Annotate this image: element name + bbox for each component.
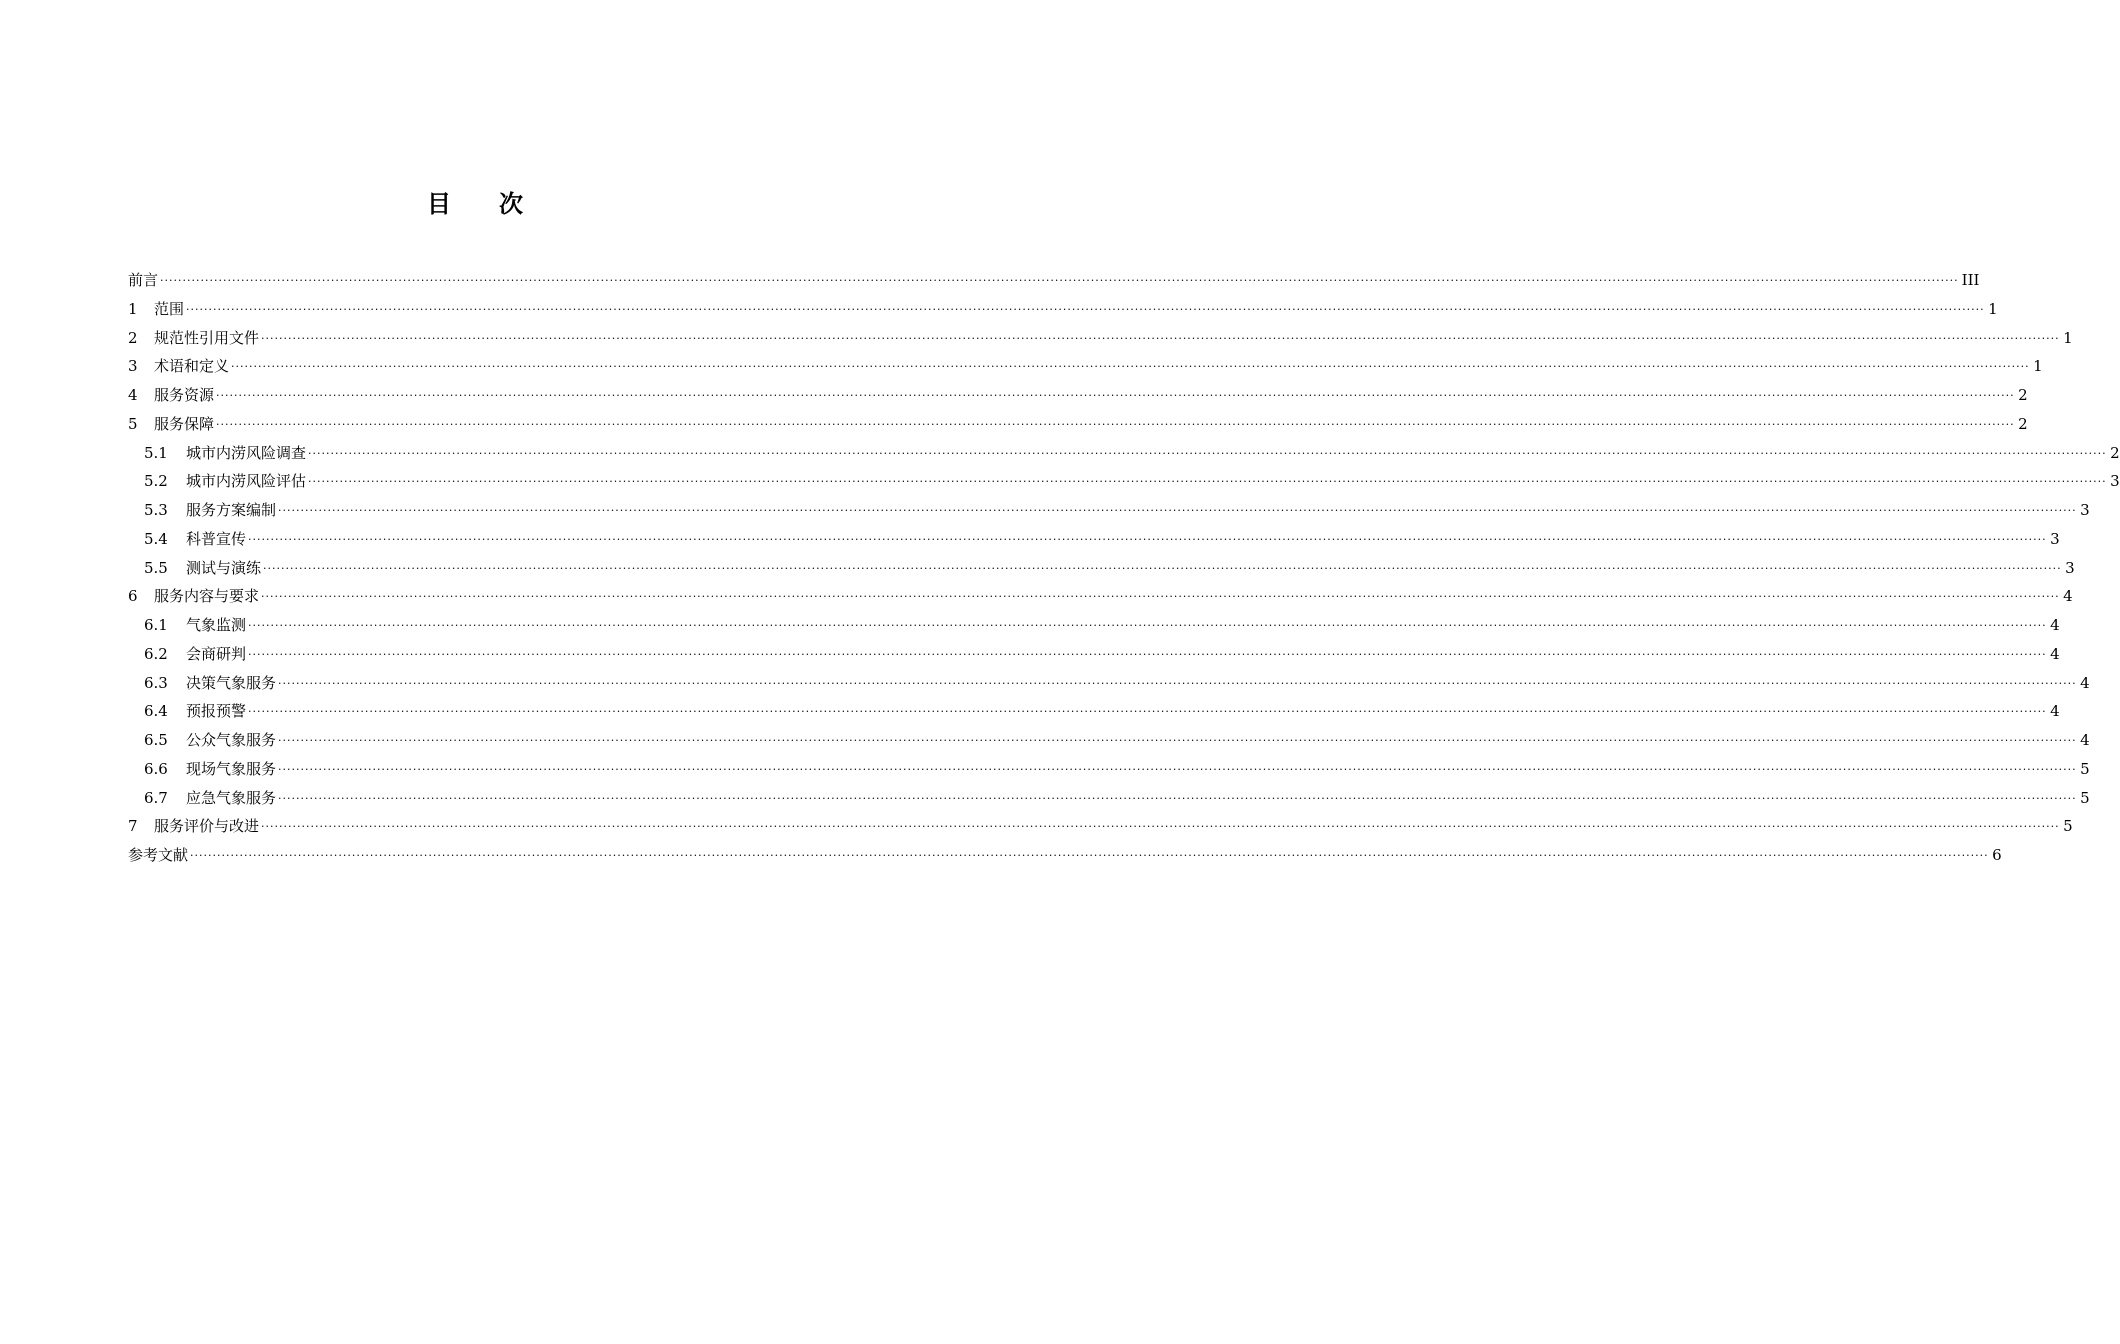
toc-entry-number: 5.2 bbox=[144, 472, 168, 491]
toc-entry-page: 1 bbox=[1988, 299, 1998, 318]
toc-entry-page: 4 bbox=[2050, 702, 2060, 721]
toc-entry-label: 服务资源 bbox=[154, 386, 215, 404]
toc-entry-label: 会商研判 bbox=[186, 644, 247, 663]
toc-list bbox=[128, 266, 2120, 870]
toc-dot-leader: ················································································································································································································································································································································································································ bbox=[308, 475, 2107, 489]
toc-entry[interactable] bbox=[128, 582, 2073, 611]
toc-dot-leader: ················································································································································································································································································································································································································ bbox=[308, 446, 2107, 460]
toc-title: 目次 bbox=[427, 190, 571, 218]
toc-dot-leader: ················································································································································································································································································································································································································ bbox=[278, 676, 2077, 690]
toc-entry-label: 决策气象服务 bbox=[186, 673, 277, 692]
toc-entry-page: 4 bbox=[2050, 616, 2060, 634]
toc-dot-leader: ················································································································································································································································································································································································································ bbox=[190, 849, 1989, 862]
toc-entry-number: 6.1 bbox=[144, 616, 168, 634]
toc-entry[interactable] bbox=[128, 611, 2060, 640]
toc-entry-label: 城市内涝风险调查 bbox=[186, 443, 307, 462]
toc-entry-label: 公众气象服务 bbox=[186, 731, 277, 749]
toc-entry-page: 4 bbox=[2080, 731, 2090, 749]
toc-entry-number: 5.3 bbox=[144, 501, 168, 519]
toc-entry-number: 6 bbox=[128, 587, 138, 606]
toc-dot-leader: ················································································································································································································································································································································································································ bbox=[278, 762, 2077, 776]
toc-entry-label: 科普宣传 bbox=[186, 529, 247, 548]
toc-entry-page: III bbox=[1961, 271, 1980, 289]
toc-entry[interactable] bbox=[128, 841, 2002, 870]
toc-entry-number: 6.5 bbox=[144, 731, 168, 749]
toc-entry-label: 规范性引用文件 bbox=[154, 328, 260, 347]
toc-entry-label: 服务评价与改进 bbox=[154, 817, 260, 836]
toc-dot-leader: ················································································································································································································································································································································································································ bbox=[248, 619, 2047, 632]
toc-dot-leader: ················································································································································································································································································································································································································ bbox=[261, 590, 2060, 604]
toc-entry[interactable] bbox=[128, 439, 2120, 468]
toc-entry[interactable] bbox=[128, 554, 2075, 583]
toc-entry-page: 3 bbox=[2110, 472, 2120, 491]
toc-entry-number: 6.4 bbox=[144, 702, 168, 721]
toc-entry-number: 4 bbox=[128, 386, 138, 404]
toc-entry-label: 参考文献 bbox=[128, 846, 189, 864]
toc-dot-leader: ················································································································································································································································································································································································································ bbox=[278, 734, 2077, 747]
toc-dot-leader: ················································································································································································································································································································································································································ bbox=[248, 647, 2047, 661]
toc-entry-label: 术语和定义 bbox=[154, 357, 230, 376]
toc-dot-leader: ················································································································································································································································································································································································································ bbox=[278, 504, 2077, 517]
toc-entry-label: 气象监测 bbox=[186, 616, 247, 634]
toc-entry-number: 2 bbox=[128, 328, 138, 347]
toc-entry-page: 5 bbox=[2080, 759, 2090, 778]
toc-entry-label: 服务方案编制 bbox=[186, 501, 277, 519]
toc-entry[interactable] bbox=[128, 525, 2060, 554]
toc-entry-label: 服务保障 bbox=[154, 414, 215, 433]
toc-entry[interactable] bbox=[128, 324, 2073, 353]
toc-entry[interactable] bbox=[128, 812, 2073, 841]
toc-entry-page: 3 bbox=[2065, 558, 2075, 577]
toc-entry[interactable] bbox=[128, 669, 2090, 698]
toc-dot-leader: ················································································································································································································································································································································································································ bbox=[248, 705, 2047, 719]
toc-entry-page: 3 bbox=[2050, 529, 2060, 548]
toc-entry-number: 6.2 bbox=[144, 644, 168, 663]
toc-entry-number: 6.7 bbox=[144, 788, 168, 807]
toc-entry[interactable] bbox=[128, 295, 1998, 324]
toc-entry-page: 1 bbox=[2063, 328, 2073, 347]
toc-entry-page: 5 bbox=[2063, 817, 2073, 836]
toc-dot-leader: ················································································································································································································································································································································································································ bbox=[261, 331, 2060, 345]
toc-entry-number: 5.1 bbox=[144, 443, 168, 462]
toc-entry-page: 4 bbox=[2063, 587, 2073, 606]
toc-entry-number: 6.6 bbox=[144, 759, 168, 778]
toc-dot-leader: ················································································································································································································································································································································································································ bbox=[231, 360, 2030, 374]
toc-entry-page: 2 bbox=[2110, 443, 2120, 462]
toc-entry[interactable] bbox=[128, 726, 2090, 755]
toc-entry-page: 1 bbox=[2033, 357, 2043, 376]
toc-entry-label: 范围 bbox=[154, 299, 185, 318]
toc-entry-page: 2 bbox=[2018, 414, 2028, 433]
toc-entry-page: 4 bbox=[2050, 644, 2060, 663]
toc-dot-leader: ················································································································································································································································································································································································································ bbox=[278, 791, 2077, 805]
toc-entry-number: 7 bbox=[128, 817, 138, 836]
toc-entry[interactable] bbox=[128, 755, 2090, 784]
toc-entry-label: 前言 bbox=[128, 271, 159, 289]
toc-entry-number: 6.3 bbox=[144, 673, 168, 692]
toc-entry-label: 测试与演练 bbox=[186, 558, 262, 577]
toc-entry-page: 3 bbox=[2080, 501, 2090, 519]
toc-entry-number: 1 bbox=[128, 299, 138, 318]
toc-entry-number: 5.5 bbox=[144, 558, 168, 577]
toc-entry-number: 5.4 bbox=[144, 529, 168, 548]
toc-entry-number: 3 bbox=[128, 357, 138, 376]
toc-entry[interactable] bbox=[128, 266, 1980, 295]
toc-entry-page: 6 bbox=[1992, 846, 2002, 864]
toc-entry-label: 应急气象服务 bbox=[186, 788, 277, 807]
toc-entry-label: 城市内涝风险评估 bbox=[186, 472, 307, 491]
toc-entry[interactable] bbox=[128, 784, 2090, 813]
toc-dot-leader: ················································································································································································································································································································································································································ bbox=[216, 389, 2015, 402]
toc-dot-leader: ················································································································································································································································································································································································································ bbox=[186, 302, 1985, 316]
toc-entry-page: 4 bbox=[2080, 673, 2090, 692]
toc-entry[interactable] bbox=[128, 496, 2090, 525]
toc-dot-leader: ················································································································································································································································································································································································································ bbox=[261, 820, 2060, 834]
toc-dot-leader: ················································································································································································································································································································································································································ bbox=[160, 274, 1959, 287]
toc-entry-page: 5 bbox=[2080, 788, 2090, 807]
toc-entry[interactable] bbox=[128, 352, 2043, 381]
toc-dot-leader: ················································································································································································································································································································································································································ bbox=[248, 532, 2047, 546]
toc-entry-number: 5 bbox=[128, 414, 138, 433]
toc-entry-page: 2 bbox=[2018, 386, 2028, 404]
toc-entry[interactable] bbox=[128, 640, 2060, 669]
toc-dot-leader: ················································································································································································································································································································································································································ bbox=[216, 417, 2015, 431]
toc-entry[interactable] bbox=[128, 410, 2028, 439]
toc-entry-label: 现场气象服务 bbox=[186, 759, 277, 778]
toc-entry-label: 预报预警 bbox=[186, 702, 247, 721]
toc-entry[interactable] bbox=[128, 467, 2120, 496]
toc-entry-label: 服务内容与要求 bbox=[154, 587, 260, 606]
toc-entry[interactable] bbox=[128, 697, 2060, 726]
toc-entry[interactable] bbox=[128, 381, 2028, 410]
toc-dot-leader: ················································································································································································································································································································································································································ bbox=[263, 561, 2062, 575]
